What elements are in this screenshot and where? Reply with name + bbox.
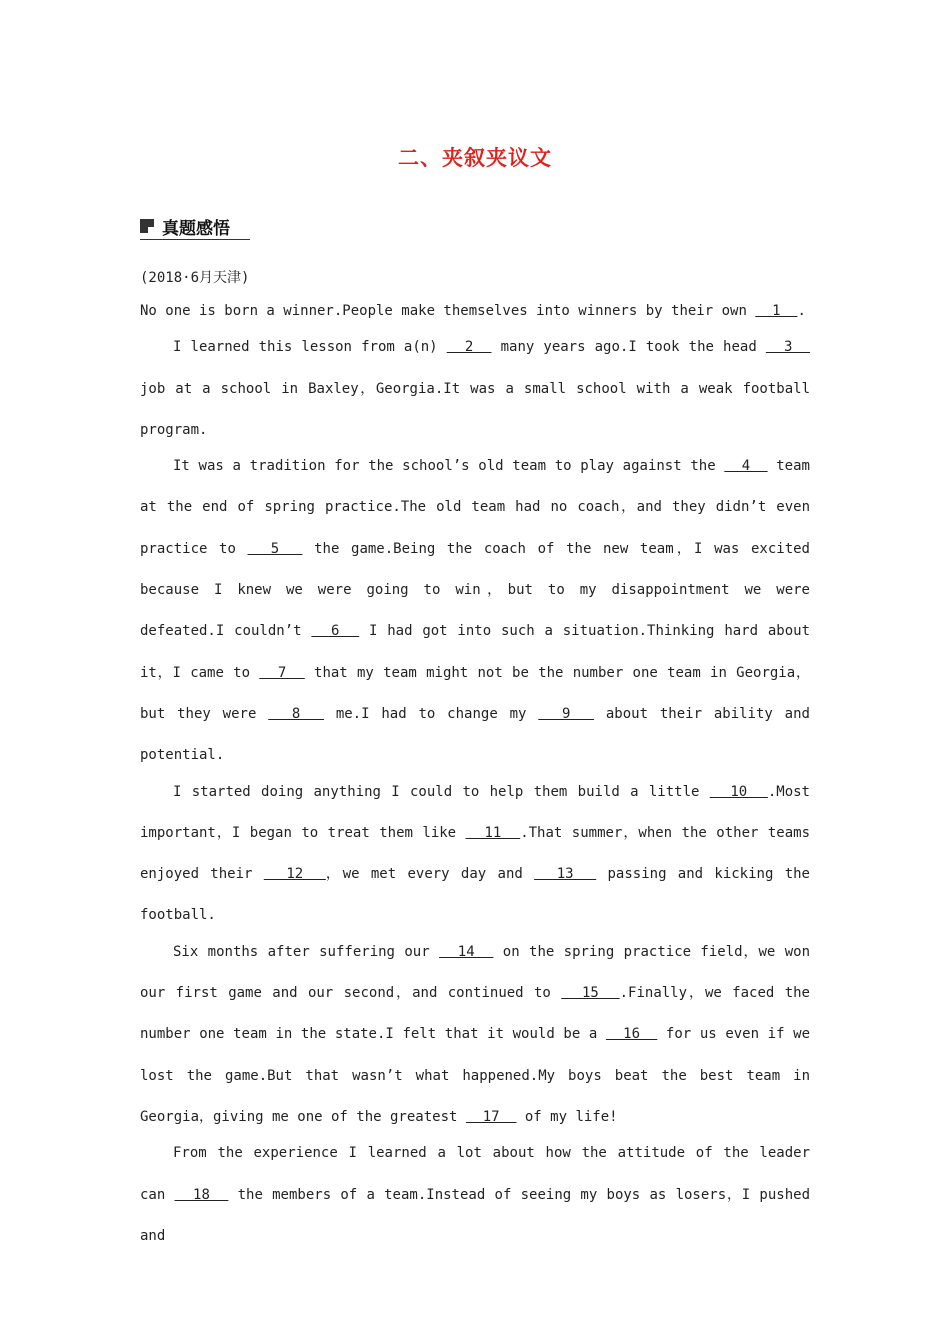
passage-text: I had got into such a situation.Thinking hard about it，I came to (140, 623, 810, 681)
passage-text: No one is born a winner.People make themselves into winners by their own (140, 303, 756, 319)
passage-text: .That summer，when the other teams enjoyed their (140, 824, 811, 883)
passage-text: .Finally，we faced the number one team in the state.I felt that it would be a (140, 985, 810, 1043)
blank-10: 10 (709, 783, 768, 800)
passage-paragraph (140, 772, 810, 937)
passage-text: many years ago.I took the head (491, 339, 766, 356)
passage-text: It was a tradition for the school’s old team to play against the (173, 458, 725, 475)
blank-4: 4 (724, 458, 768, 475)
passage-text: team at the end of spring practice.The old team had no coach，and they didn’t even practice to (140, 458, 810, 557)
blank-1: 1 (755, 303, 798, 319)
passage-text: . (797, 303, 806, 319)
section-header (140, 213, 250, 240)
passage-text: job at a school in Baxley，Georgia.It was a small school with a weak football program. (140, 380, 810, 438)
page-title: 二、夹叙夹议文 (398, 146, 552, 170)
blank-17: 17 (465, 1108, 517, 1125)
blank-9: 9 (538, 705, 595, 722)
section-square-icon (140, 219, 154, 233)
passage-paragraph (140, 932, 810, 1138)
blank-8: 8 (268, 705, 324, 722)
blank-5: 5 (247, 540, 303, 557)
passage-text: that my team might not be the number one team in Georgia，but they were (140, 664, 810, 722)
passage-text: for us even if we lost the game.But that wasn’t what happened.My boys beat the best team in Georgia，giving me one of the greatest (140, 1026, 810, 1125)
passage-text: the members of a team.Instead of seeing my boys as losers，I pushed and (140, 1186, 811, 1244)
passage-paragraph (140, 446, 810, 776)
passage-body (140, 291, 810, 1257)
passage-paragraph (140, 291, 810, 332)
passage-text: on the spring practice field，we won our first game and our second，and continued to (140, 943, 810, 1002)
blank-14: 14 (439, 943, 494, 960)
passage-text: passing and kicking the football. (140, 866, 810, 924)
passage-paragraph (140, 327, 810, 451)
blank-18: 18 (174, 1186, 229, 1203)
blank-7: 7 (259, 664, 305, 681)
passage-text: the game.Being the coach of the new team，I was excited because I knew we were going to win，but to my disappointment we were defeated.I couldn’t (140, 540, 810, 640)
passage-text: me.I had to change my (323, 705, 539, 722)
blank-11: 11 (465, 824, 521, 841)
passage-text: .Most important，I began to treat them like (140, 783, 810, 841)
passage-text: From the experience I learned a lot about how the attitude of the leader can (140, 1145, 810, 1203)
blank-15: 15 (561, 985, 620, 1002)
blank-2: 2 (446, 339, 492, 356)
passage-text: ，we met every day and (325, 866, 535, 883)
passage-text: of my life! (516, 1108, 618, 1125)
passage-text: I started doing anything I could to help them build a little (173, 783, 710, 800)
passage-text: I learned this lesson from a(n) (173, 339, 447, 356)
passage-text: Six months after suffering our (173, 943, 440, 960)
section-label: 真题感悟 (162, 218, 230, 239)
source-citation: (2018·6月天津) (140, 270, 250, 286)
passage-text: about their ability and potential. (140, 705, 810, 764)
blank-3: 3 (765, 339, 810, 356)
blank-12: 12 (263, 866, 326, 883)
passage-paragraph (140, 1133, 810, 1257)
blank-13: 13 (534, 866, 597, 883)
blank-16: 16 (605, 1026, 658, 1043)
blank-6: 6 (311, 623, 360, 640)
